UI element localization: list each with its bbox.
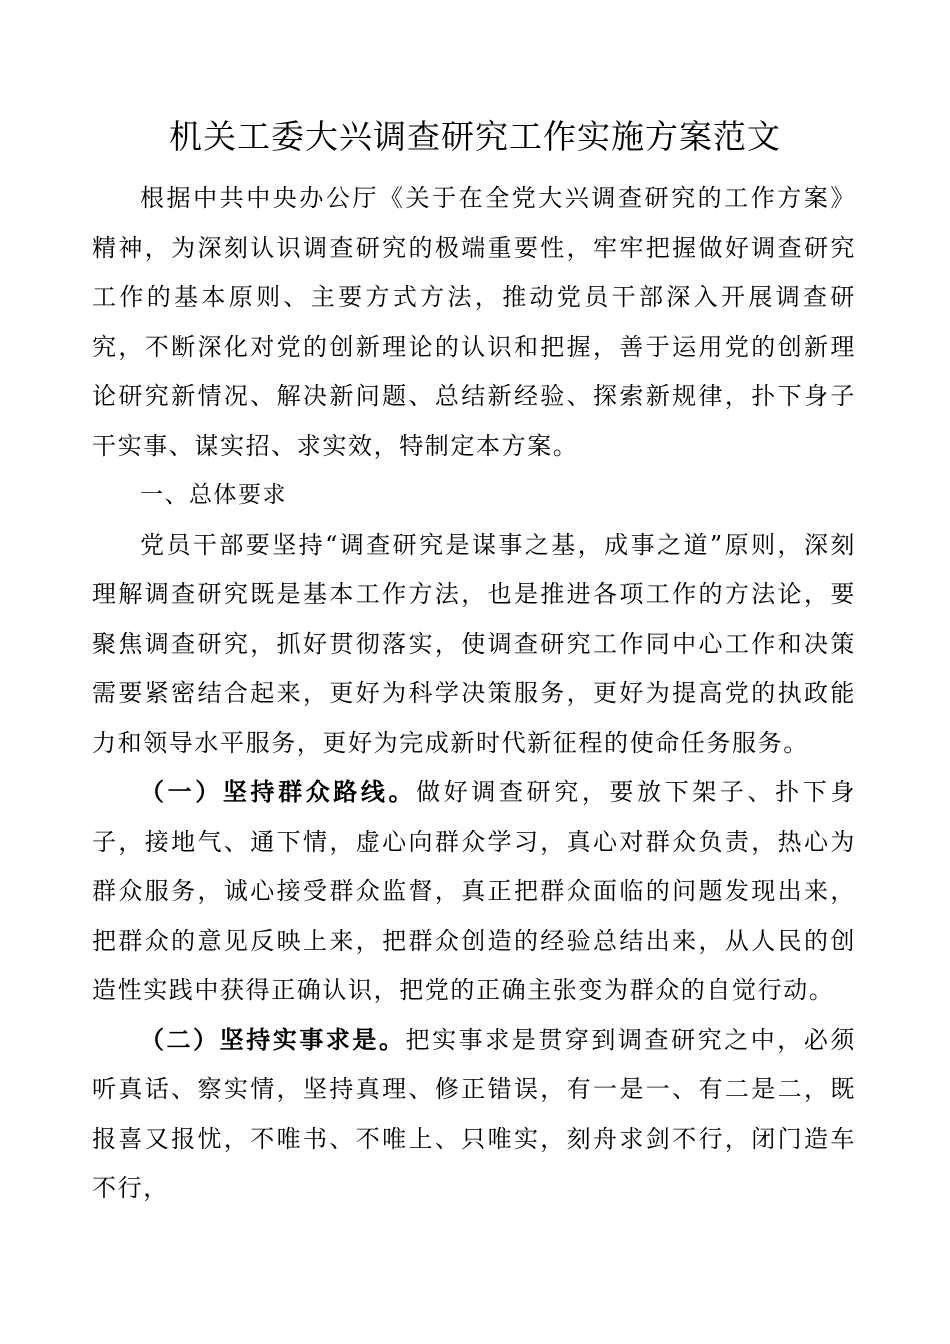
document-body (92, 174, 856, 1214)
document-title: 机关工委大兴调查研究工作实施方案范文 (169, 117, 781, 156)
item-mass-line-lead: （一）坚持群众路线。 (140, 778, 417, 806)
item-mass-line-text: 做好调查研究，要放下架子、扑下身子，接地气、通下情，虚心向群众学习，真心对群众负责，热心为群众服务，诚心接受群众监督，真正把群众面临的问题发现出来，把群众的意见反映上来，把群众创造的经验总结出来，从人民的创造性实践中获得正确认识，把党的正确主张变为群众的自觉行动。 (92, 778, 856, 1004)
item-mass-line-paragraph (92, 768, 856, 1016)
item-seek-truth-text: 把实事求是贯穿到调查研究之中，必须听真话、察实情，坚持真理、修正错误，有一是一、有二是二，既报喜又报忧，不唯书、不唯上、只唯实，刻舟求剑不行，闭门造车不行， (92, 1025, 857, 1202)
general-requirements-paragraph: 党员干部要坚持“调查研究是谋事之基，成事之道”原则，深刻理解调查研究既是基本工作方法，也是推进各项工作的方法论，要聚焦调查研究，抓好贯彻落实，使调查研究工作同中心工作和决策需要紧密结合起来，更好为科学决策服务，更好为提高党的执政能力和领导水平服务，更好为完成新时代新征程的使命任务服务。 (92, 530, 856, 757)
section-heading-general-requirements: 一、总体要求 (140, 482, 287, 508)
item-seek-truth-lead: （二）坚持实事求是。 (140, 1025, 406, 1054)
intro-paragraph: 根据中共中央办公厅《关于在全党大兴调查研究的工作方案》精神，为深刻认识调查研究的极端重要性，牢牢把握做好调查研究工作的基本原则、主要方式方法，推动党员干部深入开展调查研究，不断深化对党的创新理论的认识和把握，善于运用党的创新理论研究新情况、解决新问题、总结新经验、探索新规律，扑下身子干实事、谋实招、求实效，特制定本方案。 (92, 184, 856, 460)
item-seek-truth-paragraph (92, 1016, 856, 1214)
